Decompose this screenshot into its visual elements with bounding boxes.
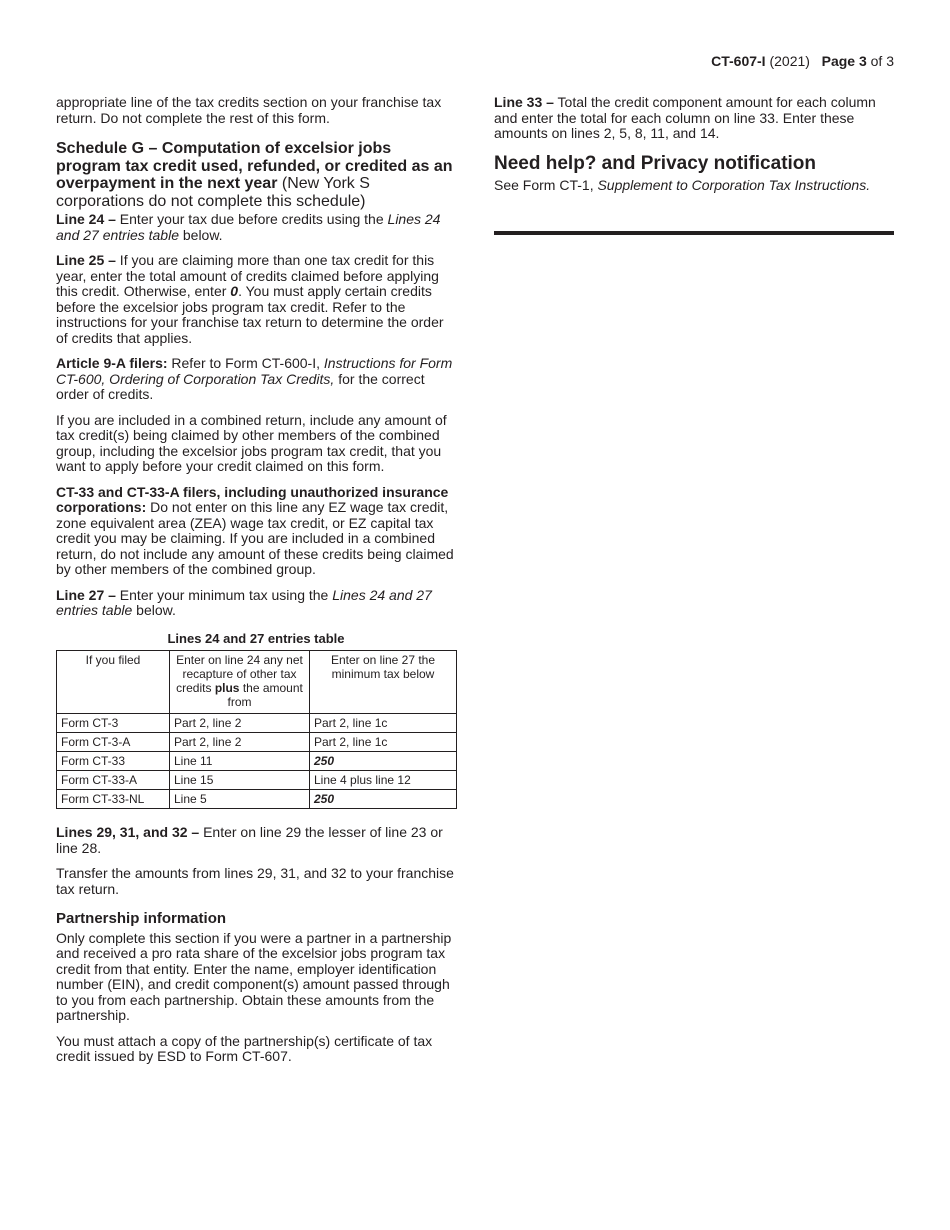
cell-filed: Form CT-3-A	[57, 733, 170, 752]
help-heading: Need help? and Privacy notification	[494, 152, 817, 174]
line27-end: below.	[132, 602, 176, 618]
line24-table-ref: Lines 24 and 27 entries table	[56, 211, 441, 243]
partnership-heading: Partnership information	[56, 910, 227, 927]
header-line24-c: the amount from	[227, 681, 303, 709]
cell-line24: Line 15	[170, 771, 310, 790]
entries-table-title: Lines 24 and 27 entries table	[167, 630, 345, 646]
line25-text-b: . You must apply certain credits before the excelsior jobs program tax credit. Refer to the instructions for your franchise tax return to determine the order of credits that applies.	[56, 283, 444, 346]
help-ref: Supplement to Corporation Tax Instructions.	[597, 176, 871, 193]
header-line24-plus: plus	[214, 681, 240, 695]
table-row	[57, 714, 457, 733]
line24-paragraph	[56, 212, 456, 243]
cell-line24: Line 5	[170, 790, 310, 809]
ct33-paragraph	[56, 485, 456, 578]
cell-line24: Part 2, line 2	[170, 733, 310, 752]
lines29-paragraph	[56, 825, 456, 856]
line27-text: Enter your minimum tax using the	[115, 586, 333, 603]
cell-filed: Form CT-3	[57, 714, 170, 733]
table-row	[57, 790, 457, 809]
cell-line27: Part 2, line 1c	[310, 714, 457, 733]
table-header-row	[57, 651, 457, 714]
line27-table-ref: Lines 24 and 27 entries table	[56, 586, 432, 618]
line25-zero: 0	[230, 283, 239, 299]
form-id: CT-607-I	[711, 53, 766, 69]
cell-line24: Line 11	[170, 752, 310, 771]
header-if-you-filed: If you filed	[57, 651, 170, 714]
cell-filed: Form CT-33-A	[57, 771, 170, 790]
right-column	[494, 95, 894, 203]
help-text: See Form CT-1,	[494, 176, 598, 193]
line24-label: Line 24 –	[56, 211, 116, 227]
article-9a-paragraph	[56, 356, 456, 403]
header-line24	[170, 651, 310, 714]
lines29-text: Enter on line 29 the lesser of line 23 or line 28.	[56, 824, 443, 856]
header-line24-a: Enter on line 24 any net recapture of other tax credits	[176, 653, 303, 695]
article-9a-label: Article 9-A filers:	[56, 355, 168, 371]
entries-table	[56, 650, 457, 809]
line27-paragraph	[56, 588, 456, 619]
schedule-g-title: Schedule G – Computation of excelsior jobs program tax credit used, refunded, or credited as an overpayment in the next year	[56, 140, 453, 192]
line33-label: Line 33 –	[494, 94, 554, 110]
transfer-paragraph: Transfer the amounts from lines 29, 31, and 32 to your franchise tax return.	[56, 865, 454, 897]
article-9a-text: Refer to Form CT-600-I,	[167, 355, 324, 371]
page-header	[711, 53, 894, 69]
line27-label: Line 27 –	[56, 586, 116, 603]
line25-paragraph	[56, 253, 456, 346]
header-line27: Enter on line 27 the minimum tax below	[310, 651, 457, 714]
article-9a-ref: Instructions for Form CT-600, Ordering of Corporation Tax Credits,	[56, 355, 453, 387]
lines29-label: Lines 29, 31, and 32 –	[56, 824, 200, 840]
intro-paragraph: appropriate line of the tax credits section on your franchise tax return. Do not complete the rest of this form.	[56, 94, 442, 126]
attach-paragraph: You must attach a copy of the partnership(s) certificate of tax credit issued by ESD to Form CT-607.	[56, 1032, 433, 1064]
cell-line27: Part 2, line 1c	[310, 733, 457, 752]
left-column	[56, 95, 456, 1075]
ct33-text: Do not enter on this line any EZ wage tax credit, zone equivalent area (ZEA) wage tax credit, or EZ capital tax credit you may be claiming. If you are included in a combined return, do not include any amount of these credits being claimed by other members of the combined group.	[56, 499, 454, 577]
page-of: of 3	[870, 53, 894, 69]
cell-line27: 250	[310, 790, 457, 809]
cell-line27: 250	[310, 752, 457, 771]
line24-end: below.	[178, 226, 223, 243]
line24-text: Enter your tax due before credits using the	[115, 211, 388, 227]
article-9a-end: for the correct order of credits.	[56, 370, 425, 402]
cell-filed: Form CT-33-NL	[57, 790, 170, 809]
table-row	[57, 733, 457, 752]
table-row	[57, 771, 457, 790]
line25-label: Line 25 –	[56, 252, 116, 268]
help-paragraph	[494, 178, 894, 194]
ct33-label: CT-33 and CT-33-A filers, including unauthorized insurance corporations:	[56, 483, 449, 515]
line33-text: Total the credit component amount for each column and enter the total for each column on line 33. Enter these amounts on lines 2, 5, 8, 11, and 14.	[494, 94, 876, 141]
schedule-g-note: (New York S corporations do not complete this schedule)	[56, 175, 370, 210]
combined-return-paragraph: If you are included in a combined return, include any amount of tax credit(s) being claimed by other members of the combined group, including the excelsior jobs program tax credit, that you want to apply before your credit claimed on this form.	[56, 411, 447, 474]
line33-paragraph	[494, 95, 894, 142]
line25-text-a: If you are claiming more than one tax credit for this year, enter the total amount of credits claimed before applying this credit. Otherwise, enter	[56, 252, 439, 299]
schedule-g-heading	[56, 140, 456, 210]
page-label: Page 3	[821, 53, 867, 69]
cell-filed: Form CT-33	[57, 752, 170, 771]
table-row	[57, 752, 457, 771]
form-year: (2021)	[769, 53, 810, 69]
cell-line24: Part 2, line 2	[170, 714, 310, 733]
partnership-paragraph: Only complete this section if you were a partner in a partnership and received a pro rata share of the excelsior jobs program tax credit from that entity. Enter the name, employer identification number (EIN), and credit component(s) amount passed through to you from each partnership. Obtain these amounts from the partnership.	[56, 929, 452, 1023]
section-end-rule	[494, 231, 894, 235]
cell-line27: Line 4 plus line 12	[310, 771, 457, 790]
